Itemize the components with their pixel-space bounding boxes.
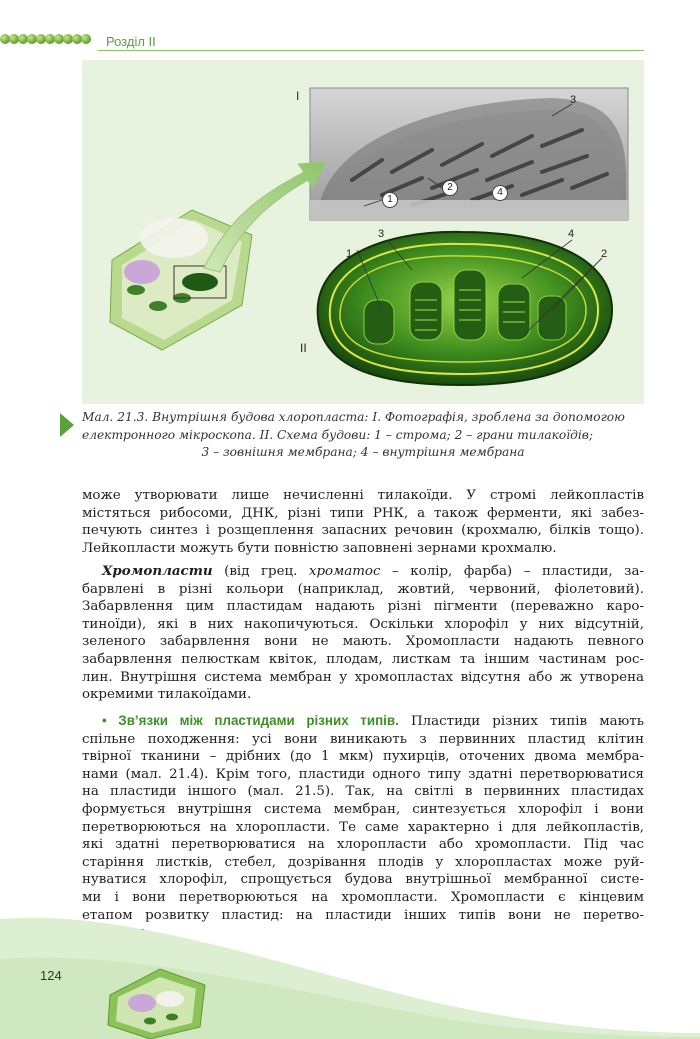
header-rule (98, 50, 644, 51)
caption-line: 3 – зовнішня мембрана; 4 – внутрішня мембрана (201, 445, 525, 459)
term-chromoplasts: Хромопласти (102, 563, 213, 579)
caption-line: Мал. 21.3. Внутрішня будова хлоропласта: I. Фотографія, зроблена за допомогою (82, 410, 625, 424)
zoom-arrow (204, 162, 326, 272)
photo-label-3: 3 (570, 94, 577, 106)
caption-line: електронного мікроскопа. II. Схема будови: 1 – строма; 2 – грани тилакоїдів; (82, 427, 593, 442)
text-line: перетворюються на хлоропласти. Те саме характерно і для лейкопластів, (82, 819, 644, 835)
text-line: які здатні перетворюватися на хлоропласти або хромопласти. Під час (82, 837, 644, 853)
text-fragment: – колір, фарба) – пластиди, за- (380, 564, 644, 579)
photo-label-4: 4 (492, 185, 508, 201)
text-line: барвлені в різні кольори (наприклад, жовтий, червоний, фіолетовий). (82, 581, 644, 597)
scheme-label-1: 1 (346, 248, 353, 260)
figure-chloroplast (82, 60, 644, 404)
text-line: Лейкопласти можуть бути повністю заповнені зернами крохмалю. (82, 540, 557, 556)
photo-label-2: 2 (442, 180, 458, 196)
text-line: нуватися хлорофіл, спрощується будова внутрішньої мембранної систе- (82, 872, 644, 888)
scheme-label-4: 4 (568, 228, 575, 240)
text-line: зеленого забарвлення вони не мають. Хромопласти надають певного (82, 634, 644, 650)
chloroplast-illustration (82, 60, 644, 404)
text-line: печують синтез і розщеплення запасних речовин (крохмалю, білків тощо). (82, 523, 644, 539)
scheme-label-2: 2 (601, 248, 608, 260)
label-photo-roman: I (296, 89, 300, 103)
text-fragment: (від грец. (212, 564, 309, 579)
text-line: окремими тилакоїдами. (82, 687, 252, 703)
text-line: нами (мал. 21.4). Крім того, пластиди одного типу здатні перетворюватися (82, 766, 644, 782)
text-line: твірної тканини – дрібних (до 1 мкм) пухирців, оточених двома мембра- (82, 749, 644, 765)
subsection-heading: • Зв’язки між пластидами різних типів. (102, 713, 399, 728)
chloroplast-scheme (318, 232, 612, 385)
figure-caption (82, 409, 644, 462)
page-number: 124 (40, 968, 62, 983)
label-scheme-roman: II (300, 341, 307, 355)
photo-label-1: 1 (382, 192, 398, 208)
micrograph-photo (310, 88, 628, 220)
text-line: старіння листків, стебел, дозрівання плодів у хлоропластах може руй- (82, 854, 644, 870)
paragraph-chromoplasts (82, 563, 644, 704)
paragraph-leucoplasts (82, 487, 644, 557)
text-line: містяться рибосоми, ДНК, різні типи РНК, а також ферменти, які забез- (82, 505, 644, 521)
text-line: може утворювати лише нечисленні тилакоїди. У стромі лейкопластів (82, 488, 644, 503)
text-line: на пластиди іншого (мал. 21.5). Так, на світлі в первинних пластидах (82, 784, 644, 800)
text-line: лин. Внутрішня система мембран у хромопластах відсутня або ж утворена (82, 669, 644, 685)
text-line (82, 563, 644, 581)
decorative-beads (0, 32, 96, 46)
caption-marker (60, 413, 74, 437)
text-line: Забарвлення цим пластидам надають різні пігменти (переважно каро- (82, 599, 644, 615)
text-fragment: Пластиди різних типів мають (398, 714, 644, 729)
text-line: тиноїди), які в них накопичуються. Оскільки хлорофіл у них відсутній, (82, 616, 644, 632)
bottom-decoration (0, 899, 700, 1039)
text-line: забарвлення пелюсткам квіток, плодам, листкам та іншим частинам рос- (82, 651, 644, 667)
text-line: формується внутрішня система мембран, синтезується хлорофіл і вони (82, 801, 644, 817)
text-line (82, 712, 644, 731)
text-line: ми і вони перетворюються на хромопласти. Хромопласти є кінцевим (82, 889, 644, 905)
greek-word: хроматос (308, 564, 381, 579)
scheme-label-3: 3 (378, 228, 385, 240)
text-line: спільне походження: усі вони виникають з первинних пластид клітин (82, 731, 644, 747)
section-title: Розділ II (106, 34, 156, 49)
text-line: етапом розвитку пластид: на пластиди інших типів вони не перетво- (82, 907, 644, 923)
